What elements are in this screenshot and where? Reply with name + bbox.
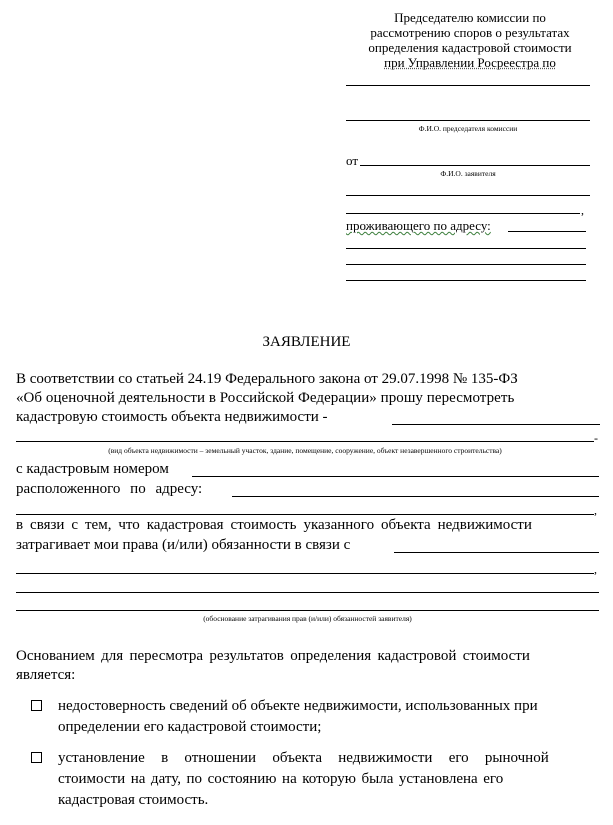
intro-line-2: «Об оценочной деятельности в Российской Федерации» прошу пересмотреть (16, 390, 515, 406)
comma-mark-2: , (594, 503, 597, 517)
applicant-name-fill-line[interactable] (360, 165, 590, 166)
residence-fill-line-1[interactable] (508, 231, 586, 232)
reason-fill-line-4[interactable] (16, 610, 599, 611)
checkbox-market-value[interactable] (31, 752, 42, 763)
reason-fill-line-3[interactable] (16, 592, 599, 593)
comma-mark-3: , (594, 562, 597, 576)
reason-line-2: затрагивает мои права (и/или) обязанности в связи с (16, 537, 351, 553)
option-1-line-2: определении его кадастровой стоимости; (58, 719, 322, 735)
residing-label (346, 218, 491, 234)
object-fill-line[interactable] (392, 424, 600, 425)
reason-fill-line-2[interactable] (16, 573, 594, 574)
addressee-line-4-text: при Управлении Росреестра по (384, 55, 556, 70)
cadastral-label: с кадастровым номером (16, 461, 169, 477)
reason-fill-line-1[interactable] (394, 552, 599, 553)
residence-fill-line-3[interactable] (346, 264, 586, 265)
residence-fill-line-4[interactable] (346, 280, 586, 281)
intro-line-3: кадастровую стоимость объекта недвижимости - (16, 409, 328, 425)
addressee-line-3: определения кадастровой стоимости (368, 40, 572, 55)
applicant-extra-line-2[interactable] (346, 213, 580, 214)
addressee-line-2: рассмотрению споров о результатах (370, 25, 570, 40)
located-label: расположенного по адресу: (16, 481, 203, 497)
residing-label-text: проживающего по адресу: (346, 218, 491, 233)
comma-mark-1: , (581, 203, 584, 217)
reason-line-1: в связи с тем, что кадастровая стоимость указанного объекта недвижимости (16, 517, 532, 533)
from-label: от (346, 153, 359, 168)
location-fill-line-2[interactable] (16, 514, 594, 515)
addressee-line-4 (340, 55, 600, 70)
option-unreliable-data (58, 696, 603, 738)
intro-line-1: В соответствии со статьей 24.19 Федерального закона от 29.07.1998 № 135-ФЗ (16, 371, 518, 387)
object-type-fill-line[interactable] (16, 441, 594, 442)
location-fill-line-1[interactable] (232, 496, 599, 497)
chair-name-fill-line[interactable] (346, 120, 590, 121)
addressee-line-1: Председателю комиссии по (394, 10, 546, 25)
grounds-line-1: Основанием для пересмотра результатов определения кадастровой стоимости (16, 648, 530, 664)
option-2-line-1: установление в отношении объекта недвижимости его рыночной (58, 750, 549, 766)
option-2-line-2: стоимости на дату, по состоянию на которую была установлена его (58, 771, 504, 787)
applicant-extra-line-1[interactable] (346, 195, 590, 196)
cadastral-number-fill-line[interactable] (192, 476, 599, 477)
applicant-name-caption: Ф.И.О. заявителя (440, 169, 496, 178)
dash-mark: - (594, 431, 598, 445)
residence-fill-line-2[interactable] (346, 248, 586, 249)
grounds-line-2: является: (16, 667, 76, 683)
checkbox-unreliable-data[interactable] (31, 700, 42, 711)
option-1-line-1: недостоверность сведений об объекте недвижимости, использованных при (58, 698, 538, 714)
document-title: ЗАЯВЛЕНИЕ (262, 334, 351, 350)
object-type-caption: (вид объекта недвижимости – земельный участок, здание, помещение, сооружение, объект незавершенного строительства) (108, 446, 502, 455)
justification-caption: (обоснование затрагивания прав (и/или) обязанностей заявителя) (203, 614, 412, 623)
option-market-value (58, 748, 603, 811)
chair-name-caption: Ф.И.О. председателя комиссии (418, 124, 518, 133)
region-fill-line[interactable] (346, 85, 590, 86)
option-2-line-3: кадастровая стоимость. (58, 792, 209, 808)
